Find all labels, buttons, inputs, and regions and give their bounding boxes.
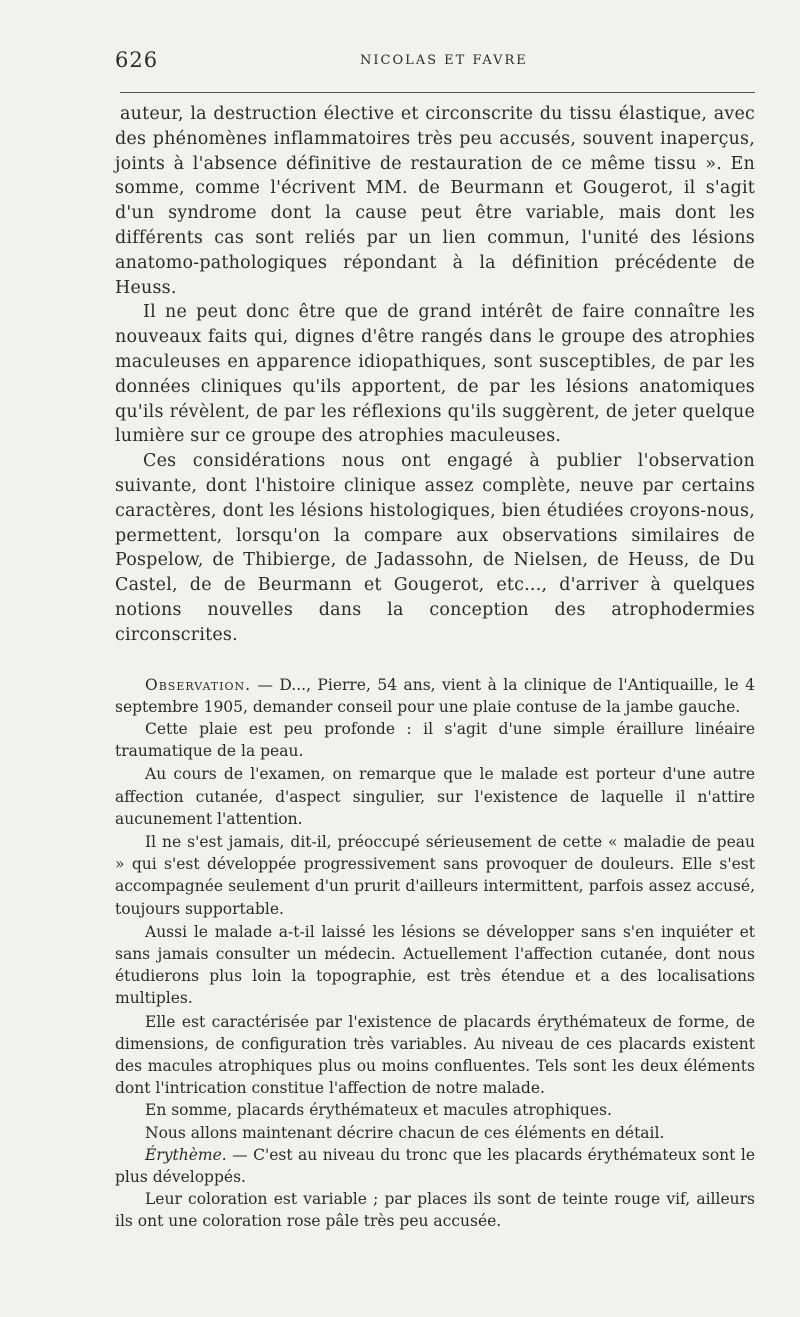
observation-paragraph: Cette plaie est peu profonde : il s'agit d'une simple éraillure linéaire traumatique de la peau. xyxy=(115,719,755,761)
paragraph: auteur, la destruction élective et circonscrite du tissu élastique, avec des phénomènes inflammatoires très peu accusés, souvent inaperçus, joints à l'absence définitive de restauration de ce même tissu ». En somme, comme l'écrivent MM. de Beurmann et Gougerot, il s'agit d'un syndrome dont la cause peut être variable, mais dont les différents cas sont reliés par un lien commun, l'unité des lésions anatomo-pathologiques répondant à la définition précédente de Heuss. xyxy=(115,104,755,298)
header-rule xyxy=(120,92,755,93)
page-number: 626 xyxy=(115,48,159,72)
observation-paragraph: Il ne s'est jamais, dit-il, préoccupé sérieusement de cette « maladie de peau » qui s'est développée progressivement sans provoquer de douleurs. Elle s'est accompagnée seulement d'un prurit d'ailleurs intermittent, parfois assez accusé, toujours supportable. xyxy=(115,832,755,918)
paragraph: Il ne peut donc être que de grand intérêt de faire connaître les nouveaux faits qui, dignes d'être rangés dans le groupe des atrophies maculeuses en apparence idiopathiques, sont susceptibles, de par les données cliniques qu'ils apportent, de par les lésions anatomiques qu'ils révèlent, de par les réflexions qu'ils suggèrent, de jeter quelque lumière sur ce groupe des atrophies maculeuses. xyxy=(115,302,755,447)
observation-label: Observation. xyxy=(145,675,252,694)
observation-paragraph: Elle est caractérisée par l'existence de placards érythémateux de forme, de dimensions, de configuration très variables. Au niveau de ces placards existent des macules atrophiques plus ou moins confluentes. Tels sont les deux éléments dont l'intrication constitue l'affection de notre malade. xyxy=(115,1012,755,1098)
observation-paragraph xyxy=(115,1144,755,1188)
observation-text-span: — C'est au niveau du tronc que les placards érythémateux sont le plus développés. xyxy=(115,1145,755,1186)
observation-paragraph: Leur coloration est variable ; par places ils sont de teinte rouge vif, ailleurs ils ont une coloration rose pâle très peu accusée. xyxy=(115,1190,755,1231)
erytheme-label: Érythème. xyxy=(145,1145,227,1164)
observation-text-span: — D..., Pierre, 54 ans, vient à la clinique de l'Antiquaille, le 4 septembre 1905, demander conseil pour une plaie contuse de la jambe gauche. xyxy=(115,675,755,716)
running-head: NICOLAS ET FAVRE xyxy=(360,53,528,68)
observation-paragraph xyxy=(115,674,755,718)
page-header xyxy=(115,48,755,72)
observation-paragraph: Au cours de l'examen, on remarque que le malade est porteur d'une autre affection cutanée, d'aspect singulier, sur l'existence de laquelle il n'attire aucunement l'attention. xyxy=(115,765,755,828)
observation-paragraph: Aussi le malade a-t-il laissé les lésions se développer sans s'en inquiéter et sans jamais consulter un médecin. Actuellement l'affection cutanée, dont nous étudierons plus loin la topographie, est très étendue et a des localisations multiples. xyxy=(115,922,755,1008)
observation-paragraph: En somme, placards érythémateux et macules atrophiques. xyxy=(145,1101,612,1120)
body-text xyxy=(115,102,755,648)
paragraph: Ces considérations nous ont engagé à publier l'observation suivante, dont l'histoire clinique assez complète, neuve par certains caractères, dont les lésions histologiques, bien étudiées croyons-nous, permettent, lorsqu'on la compare aux observations similaires de Pospelow, de Thibierge, de Jadassohn, de Nielsen, de Heuss, de Du Castel, de de Beurmann et Gougerot, etc..., d'arriver à quelques notions nouvelles dans la conception des atrophodermies circonscrites. xyxy=(115,451,755,645)
observation-paragraph: Nous allons maintenant décrire chacun de ces éléments en détail. xyxy=(145,1123,665,1142)
page-text xyxy=(115,102,755,1233)
observation-text xyxy=(115,674,755,1233)
